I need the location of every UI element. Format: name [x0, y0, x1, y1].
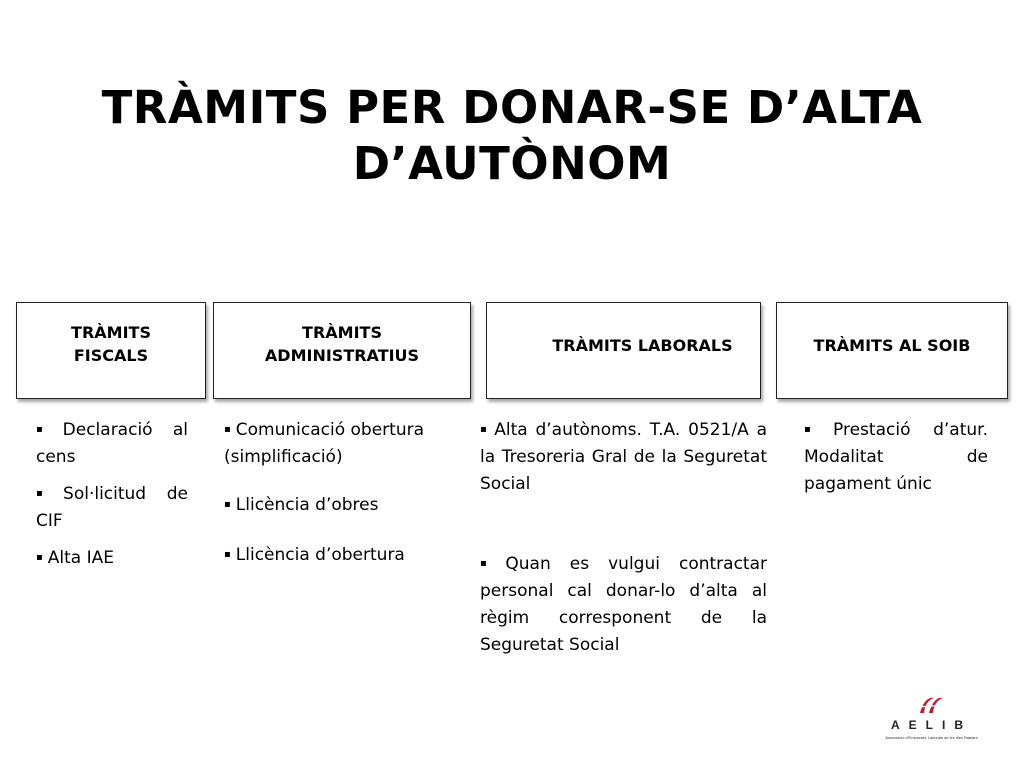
box-tramits-laborals	[486, 302, 761, 399]
list-item: ▪ Declaració al cens	[36, 420, 188, 467]
list-item: ▪ Comunicació obertura (simplificació)	[224, 420, 425, 467]
box-tramits-administratius	[213, 302, 471, 399]
box-label-line-1: TRÀMITS	[71, 323, 151, 342]
square-bullet-icon: ▪	[224, 499, 231, 510]
aelib-logo-mark-icon	[916, 695, 948, 715]
list-item: ▪ Quan es vulgui contractar personal cal donar-lo d’alta al règim corresponent de la Seguretat Social	[480, 554, 768, 655]
aelib-wordmark: AELIB	[891, 718, 972, 732]
box-tramits-soib	[776, 302, 1008, 399]
square-bullet-icon: ▪	[36, 552, 43, 563]
square-bullet-icon: ▪	[480, 424, 490, 435]
box-label-line-1: TRÀMITS	[302, 323, 382, 342]
square-bullet-icon: ▪	[224, 424, 231, 435]
slide-title-line-2: D’AUTÒNOM	[352, 137, 672, 190]
list-item: ▪ Llicència d’obertura	[224, 545, 405, 565]
box-label-line-2: FISCALS	[73, 346, 149, 365]
list-item: ▪ Sol·licitud de CIF	[36, 484, 188, 531]
list-soib	[804, 416, 988, 507]
aelib-subtitle: Associació d'Empreses Laborals de les Illes Balears	[885, 735, 978, 740]
slide-title	[62, 80, 962, 192]
square-bullet-icon: ▪	[224, 549, 231, 560]
square-bullet-icon: ▪	[804, 424, 829, 435]
square-bullet-icon: ▪	[36, 424, 58, 435]
list-item: ▪ Llicència d’obres	[224, 495, 379, 515]
aelib-logo	[874, 695, 989, 745]
slide-title-line-1: TRÀMITS PER DONAR-SE D’ALTA	[101, 81, 923, 134]
box-tramits-fiscals	[16, 302, 206, 399]
list-item: ▪ Alta d’autònoms. T.A. 0521/A a la Tresoreria Gral de la Seguretat Social	[480, 420, 767, 494]
box-label: TRÀMITS AL SOIB	[813, 336, 971, 355]
list-administratius	[224, 416, 444, 591]
list-fiscals	[36, 416, 188, 581]
square-bullet-icon: ▪	[480, 558, 501, 569]
list-item: ▪ Alta IAE	[36, 548, 115, 568]
box-label-line-2: ADMINISTRATIUS	[264, 346, 420, 365]
list-laborals	[480, 416, 767, 668]
list-item: ▪ Prestació d’atur. Modalitat de pagament únic	[804, 420, 988, 494]
box-label: TRÀMITS LABORALS	[552, 336, 733, 355]
square-bullet-icon: ▪	[36, 488, 59, 499]
